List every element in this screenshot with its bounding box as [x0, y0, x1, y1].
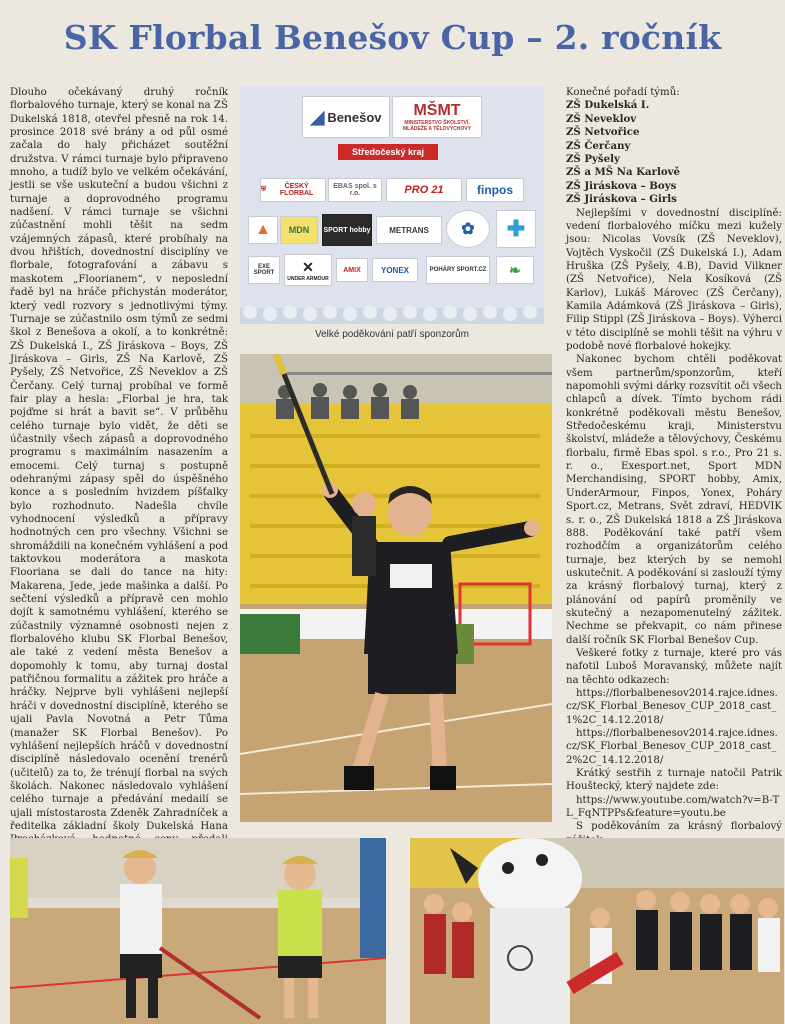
ranking-item: ZŠ Netvořice — [566, 126, 640, 139]
pro21-logo — [386, 178, 462, 202]
page-title: SK Florbal Benešov Cup – 2. ročník — [63, 18, 722, 57]
exesport-logo — [248, 256, 280, 284]
triangle-logo-icon: ▲ — [255, 221, 271, 238]
mdn-logo — [280, 216, 318, 244]
ranking-item: ZŠ Čerčany — [566, 139, 631, 152]
msmt-emblem-icon: MŠMT — [413, 102, 461, 119]
main-photo-player — [240, 354, 552, 822]
ranking-list — [566, 99, 782, 206]
benesov-logo-text: Benešov — [327, 109, 382, 125]
video-link[interactable]: https://www.youtube.com/watch?v=B-TL_FqNTPPs&feature=youtu.be — [566, 794, 780, 820]
ranking-item: ZŠ Dukelská I. — [566, 99, 650, 112]
ranking-item: ZŠ Jiráskova – Boys — [566, 179, 677, 192]
sponsor-caption: Velké poděkování patří sponzorům — [315, 329, 469, 340]
pohary-logo-text: POHÁRY SPORT.CZ — [429, 267, 487, 273]
finpos-logo-text: finpos — [477, 183, 513, 197]
best-players-paragraph: Nejlepšími v dovednostní disciplíně: vedení florbalového míčku mezi kužely jsou: Nicolas Vovsík (ZŠ Neveklov), Vojtěch Vyskočil (ZŠ Dukelská I.), Adam Hruška (ZŠ Pyšely, 4.B), David Vilkner (ZŠ Netvořice), Nela Kosíková (ZŠ Karlov), Lukáš Márovec (ZŠ Čerčany), Kamila Adámková (ZŠ Jiráskova – Girls), Filip Stippl (ZŠ Jiráskova – Boys). Výherci v této disciplíně se mohli těšit na výhru v podobě nové florbalové hokejky. — [566, 207, 782, 353]
exesport-logo-text: EXE SPORT — [253, 264, 275, 276]
triangle-logo — [248, 216, 278, 244]
thanks-paragraph: Nakonec bychom chtěli poděkovat všem partnerům/sponzorům, kteří napomohli svými dárky rozsvítit oči všech chlapců a dívek. Tímto bychom rádi konkrétně poděkovali městu Benešov, Středočeskému kraji, Ministerstvu školství, mládeže a tělovýchovy, Českému florbalu, firmě Ebas spol. s r.o., Pro 21 s. r. o., Exesport.net, Sport MDN Merchandising, SPORT hobby, Amix, UnderArmour, Finpos, Yonex, Poháry Sport.cz, Metrans, Svět zdraví, HEDVIK s. r. o., ZŠ Dukelská 1818 a ZŠ Jiráskova 888. Poděkování také patří všem rozhodčím a organizátorům celého turnaje, bez kterých by se nemohl uskutečnit. A poděkování si zaslouží týmy za krásný florbalový turnaj, který z plánování od papírů proměnily ve skutečný a nezapomenutelný zážitek. Nechme se překvapit, co nám přinese další ročník SK Florbal Benešov Cup. — [566, 354, 782, 646]
photos-paragraph: Veškeré fotky z turnaje, které pro vás nafotil Luboš Moravanský, můžete najít na těchto odkazech: — [566, 647, 782, 686]
video-paragraph: Krátký sestřih z turnaje natočil Patrik Houštecký, který najdete zde: — [566, 768, 782, 793]
underarmour-emblem-icon: ✕ — [302, 258, 314, 275]
green-logo-icon: ❧ — [509, 261, 521, 278]
green-logo — [496, 256, 534, 284]
skola-round-logo — [446, 210, 490, 248]
ebas-logo — [328, 178, 382, 202]
svet-zdravi-logo-icon: ✚ — [506, 216, 526, 241]
pohary-sport-logo — [426, 256, 490, 284]
ranking-item: ZŠ Pyšely — [566, 152, 620, 165]
stredocesky-kraj-logo — [338, 144, 438, 160]
closing-paragraph: S poděkováním za krásný florbalový — [576, 821, 782, 833]
article-right-column — [566, 86, 782, 874]
article-body: Dlouho očekávaný druhý ročník florbalového turnaje, který se konal na ZŠ Dukelská 1818, otevřel přesně na rok 14. prosince 2018 své brány a od půl osmé začala do haly přicházet soutěžní družstva. V rámci turnaje bylo připraveno mnoho, a tudíž bylo ve velkém očekávání, jestli se vše uskuteční a budou všichni z turnaje a doprovodného programu nadšení. V rámci turnaje se všichni zúčastnění mohli těšit na sedm vzájemných zápasů, které probíhaly na dvou hřištích, dovednostní disciplíny ve florbale, fotografování a zábavu s maskotem „Floorianem“, v neposlední řadě byl na hráče přichystán moderátor, který vedl rozvory s jednotlivými týmy. Turnaje se zúčastnilo osm týmů ze sedmi škol z Benešova a okolí, a to konkrétně: ZŠ Dukelská I., ZŠ Jiráskova – Boys, ZŠ Jiráskova – Girls, ZŠ Na Karlově, ZŠ Pyšely, ZŠ Netvořice, ZŠ Neveklov a ZŠ Čerčany. Celý turnaj probíhal ve formě fair play a hesla: „Florbal je hra, tak pojďme si hrát a bavit se“. V průběhu celého turnaje bylo vidět, že děti se účastnily všech zápasů a doprovodného programu s maximálním nasazením a emocemi. Celý turnaj s postupně odehranými zápasy spěl do úspěšného konce a s posledním hvizdem píšťalky bylo rozhodnuto. Nadešla chvíle vyhodnocení výsledků a přípravy hodnotných cen pro všechny. Všichni se shromáždili na konečném vyhlášení a pod taktovkou moderátora a maskota Flooriana se dali do tance na hity: Makarena, Jede, jede mašinka a další. Po sečtení výsledků a přípravě cen mohlo dojít k samotnému vyhlášení, kterého se zúčastnily významné osobnosti nejen z florbalového klubu SK Florbal Benešov, ale také z vedení města Benešov a dopomohly k tomu, aby turnaj dostal patřičnou formalitu a zážitek pro hráče a hráčky. Nejprve byli vyhlášeni nejlepší hráči v dovednostní disciplíně, kterého se ujali Pavla Novotná a Petr Tůma (manažer SK Florbal Benešov). Po vyhlášení nejlepších hráčů v dovednostní disciplíně následovalo ocenění trenérů (učitelů) za to, že trénují florbal na svých školách. Nakonec následovalo vyhlášení celého turnaje a předávání medailí se ujali místostarosta Zdeněk Zahradníček a ředitelka základní školy Dukelská Hana — [10, 87, 228, 832]
article-left-column — [10, 86, 228, 887]
mdn-logo-text: MDN — [288, 225, 310, 235]
bottom-left-graphic — [10, 838, 386, 1024]
skola-round-logo-icon: ✿ — [461, 221, 475, 238]
ranking-heading: Konečné pořadí týmů: — [566, 87, 680, 98]
photo-link-2[interactable]: https://florbalbenesov2014.rajce.idnes.cz/SK_Florbal_Benesov_CUP_2018_cast_2%2C_14.12.2018/ — [566, 728, 778, 766]
sponsor-banner — [240, 86, 544, 324]
ebas-logo-text: EBAS spol. s r.o. — [333, 183, 377, 197]
bottom-photo-right — [410, 838, 784, 1024]
bottom-right-graphic — [410, 838, 784, 1024]
pro21-logo-text: PRO 21 — [404, 184, 444, 196]
ranking-item: ZŠ Neveklov — [566, 112, 637, 125]
cesky-florbal-logo — [260, 178, 326, 202]
sport-hobby-logo-text: SPORT hobby — [323, 226, 371, 234]
benesov-logo — [302, 96, 390, 138]
banner-bottom-edge — [240, 300, 544, 324]
underarmour-logo-text: UNDER ARMOUR — [287, 275, 329, 282]
bottom-photo-left — [10, 838, 386, 1024]
finpos-logo — [466, 178, 524, 202]
sport-hobby-logo — [322, 214, 372, 246]
benesov-emblem-icon: ◢ — [310, 106, 325, 127]
metrans-logo — [376, 216, 442, 244]
photo-link-1[interactable]: https://florbalbenesov2014.rajce.idnes.cz/SK_Florbal_Benesov_CUP_2018_cast_1%2C_14.12.2018/ — [566, 687, 778, 726]
underarmour-logo — [284, 254, 332, 286]
yonex-logo-text: YONEX — [380, 265, 409, 275]
ranking-item: ZŠ a MŠ Na Karlově — [566, 166, 681, 179]
kraj-logo-text: Středočeský kraj — [351, 147, 425, 157]
ranking-item: ZŠ Jiráskova – Girls — [566, 193, 677, 206]
msmt-logo-text: MINISTERSTVO ŠKOLSTVÍ, MLÁDEŽE A TĚLOVÝCHOVY — [403, 120, 471, 132]
metrans-logo-text: METRANS — [389, 225, 429, 235]
florbal-shield-icon: ⛨ — [261, 186, 267, 193]
cesky-florbal-text: ČESKÝ FLORBAL — [279, 183, 314, 197]
msmt-logo — [392, 96, 482, 138]
main-photo-graphic — [240, 354, 552, 822]
yonex-logo — [372, 258, 418, 282]
svet-zdravi-logo — [496, 210, 536, 248]
amix-logo — [336, 258, 368, 282]
amix-logo-text: AMIX — [343, 266, 361, 274]
